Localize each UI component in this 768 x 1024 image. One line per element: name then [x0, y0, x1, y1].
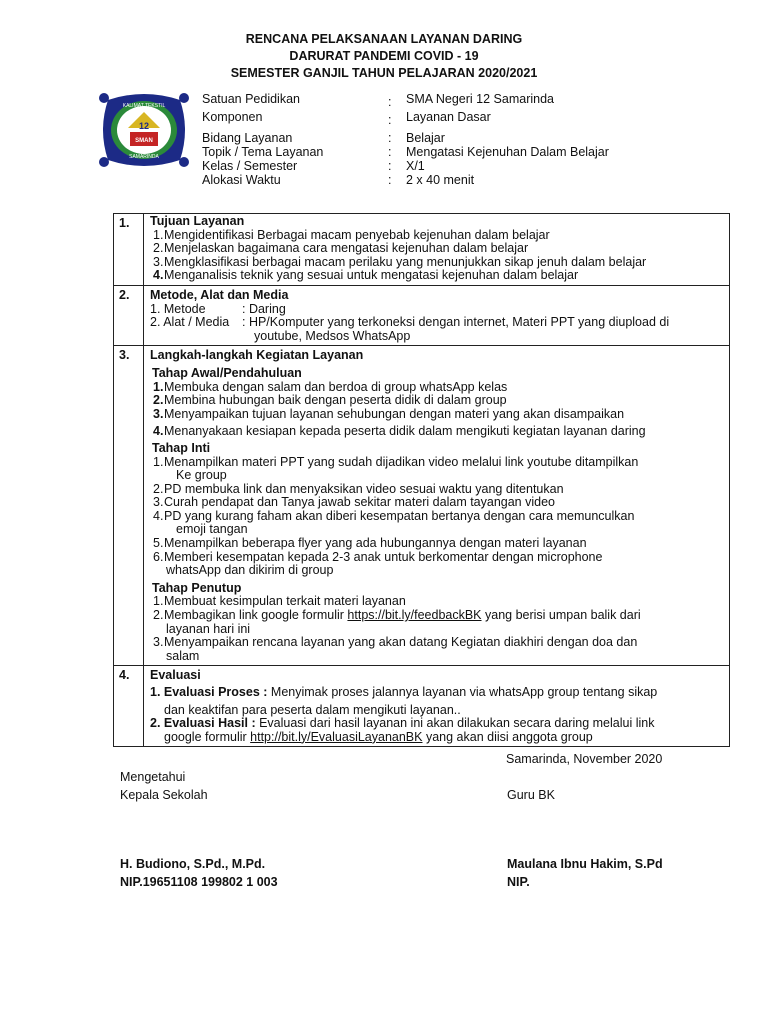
- info-label: Bidang Layanan: [202, 131, 293, 145]
- info-value: X/1: [406, 159, 425, 173]
- section-body: [144, 346, 730, 666]
- section-number: 1.: [114, 214, 144, 286]
- section-title: Langkah-langkah Kegiatan Layanan: [150, 348, 364, 363]
- info-label: Komponen: [202, 110, 263, 124]
- list-item: 4. PD yang kurang faham akan diberi kesempatan bertanya dengan cara memunculkan emoji tangan: [153, 508, 635, 537]
- list-item: 4. Menganalisis teknik yang sesuai untuk mengatasi kejenuhan dalam belajar: [153, 268, 579, 283]
- info-colon: :: [388, 173, 392, 187]
- section-title: Evaluasi: [150, 668, 201, 683]
- counselor-nip: NIP.: [507, 875, 530, 889]
- info-value: 2 x 40 menit: [406, 173, 475, 187]
- info-label: Topik / Tema Layanan: [202, 145, 324, 159]
- info-colon: :: [388, 131, 392, 145]
- doc-title-line2: DARURAT PANDEMI COVID - 19: [289, 49, 479, 63]
- metode-value: : Daring: [242, 301, 286, 316]
- alat-row: [150, 316, 725, 330]
- alat-value: : HP/Komputer yang terkoneksi dengan internet, Materi PPT yang diupload di: [242, 315, 670, 330]
- section-body: [144, 666, 730, 747]
- info-label: Kelas / Semester: [202, 159, 298, 173]
- doc-title-line1: RENCANA PELAKSANAAN LAYANAN DARING: [245, 32, 523, 46]
- section-row-metode: [114, 285, 730, 345]
- list-item: 6. Memberi kesempatan kepada 2-3 anak untuk berkomentar dengan microphone whatsApp dan dikirim di group: [153, 549, 603, 578]
- principal-nip: NIP.19651108 199802 1 003: [120, 875, 278, 889]
- evaluasi-proses: 1. Evaluasi Proses : Menyimak proses jalannya layanan via whatsApp group tentang sikap: [150, 685, 658, 699]
- list-item: 3. Curah pendapat dan Tanya jawab sekitar materi dalam tayangan video: [153, 495, 555, 510]
- info-colon: :: [388, 145, 392, 159]
- guru-bk-label: Guru BK: [507, 788, 555, 802]
- logo-abbr: SMAN: [135, 138, 153, 144]
- list-item: 2. Menjelaskan bagaimana cara mengatasi kejenuhan dalam belajar: [153, 241, 529, 256]
- evaluasi-hasil: 2. Evaluasi Hasil : Evaluasi dari hasil layanan ini akan dilakukan secara daring melalui link: [150, 716, 655, 731]
- mengetahui-label: Mengetahui: [120, 770, 186, 784]
- section-row-tujuan: [114, 214, 730, 286]
- logo-arc-text: KALIMAT TEKSTIL: [122, 103, 166, 109]
- logo-bottom-text: SAMARINDA: [129, 154, 159, 160]
- list-item: 5. Menampilkan beberapa flyer yang ada hubungannya dengan materi layanan: [153, 536, 587, 551]
- section-number: 2.: [114, 285, 144, 345]
- section-body: [144, 214, 730, 286]
- alat-label: 2. Alat / Media: [150, 315, 230, 330]
- place-date: Samarinda, November 2020: [506, 752, 663, 766]
- list-item: 3. Menyampaikan tujuan layanan sehubungan dengan materi yang akan disampaikan: [153, 406, 625, 421]
- list-item: 4. Menanyakaan kesiapan kepada peserta didik dalam mengikuti kegiatan layanan daring: [153, 424, 646, 439]
- subsection-title: Tahap Awal/Pendahuluan: [152, 365, 302, 380]
- principal-name: H. Budiono, S.Pd., M.Pd.: [120, 857, 266, 871]
- section-row-evaluasi: [114, 666, 730, 747]
- feedback-link[interactable]: https://bit.ly/feedbackBK: [347, 608, 482, 623]
- list-item: 1. Membuat kesimpulan terkait materi layanan: [153, 594, 406, 609]
- info-colon: :: [388, 95, 392, 109]
- plan-table: [113, 213, 730, 747]
- section-row-langkah: [114, 346, 730, 666]
- info-colon: :: [388, 113, 392, 127]
- list-item: 2. Membina hubungan baik dengan peserta didik di dalam group: [153, 393, 507, 408]
- section-title: Tujuan Layanan: [150, 214, 245, 228]
- info-value: Layanan Dasar: [406, 110, 491, 124]
- info-colon: :: [388, 159, 392, 173]
- logo-number: 12: [138, 121, 150, 131]
- counselor-name: Maulana Ibnu Hakim, S.Pd: [507, 857, 663, 871]
- section-number: 4.: [114, 666, 144, 747]
- info-label: Satuan Pedidikan: [202, 92, 300, 106]
- metode-row: [150, 303, 725, 317]
- evaluasi-link[interactable]: http://bit.ly/EvaluasiLayananBK: [250, 729, 423, 744]
- subsection-title: Tahap Inti: [152, 440, 211, 455]
- list-item: 1. Membuka dengan salam dan berdoa di group whatsApp kelas: [153, 379, 508, 394]
- list-item: 3. Menyampaikan rencana layanan yang akan datang Kegiatan diakhiri dengan doa dan salam: [153, 635, 638, 663]
- section-body: [144, 285, 730, 345]
- list-item: 2. PD membuka link dan menyaksikan video sesuai waktu yang ditentukan: [153, 481, 564, 496]
- school-logo: [98, 92, 190, 168]
- list-item: 1. Mengidentifikasi Berbagai macam penyebab kejenuhan dalam belajar: [153, 227, 550, 242]
- list-item: 1. Menampilkan materi PPT yang sudah dijadikan video melalui link youtube ditampilkan Ke group: [153, 454, 639, 483]
- metode-label: 1. Metode: [150, 301, 206, 316]
- list-item: 2. Membagikan link google formulir https://bit.ly/feedbackBK yang berisi umpan balik dari layanan hari ini: [153, 608, 641, 636]
- evaluasi-proses-cont: dan keaktifan para peserta dalam mengikuti layanan..: [164, 702, 461, 717]
- section-title: Metode, Alat dan Media: [150, 287, 289, 302]
- section-number: 3.: [114, 346, 144, 666]
- doc-title-line3: SEMESTER GANJIL TAHUN PELAJARAN 2020/2021: [230, 66, 538, 80]
- info-value: Mengatasi Kejenuhan Dalam Belajar: [406, 145, 609, 159]
- info-value: SMA Negeri 12 Samarinda: [406, 92, 554, 106]
- evaluasi-hasil-cont: google formulir http://bit.ly/EvaluasiLayananBK yang akan diisi anggota group: [164, 729, 593, 744]
- kepala-sekolah-label: Kepala Sekolah: [120, 788, 208, 802]
- subsection-title: Tahap Penutup: [152, 580, 242, 595]
- info-label: Alokasi Waktu: [202, 173, 281, 187]
- list-item: 3. Mengklasifikasi berbagai macam perilaku yang menunjukkan sikap jenuh dalam belajar: [153, 254, 647, 269]
- info-value: Belajar: [406, 131, 445, 145]
- alat-value-cont: youtube, Medsos WhatsApp: [254, 328, 411, 343]
